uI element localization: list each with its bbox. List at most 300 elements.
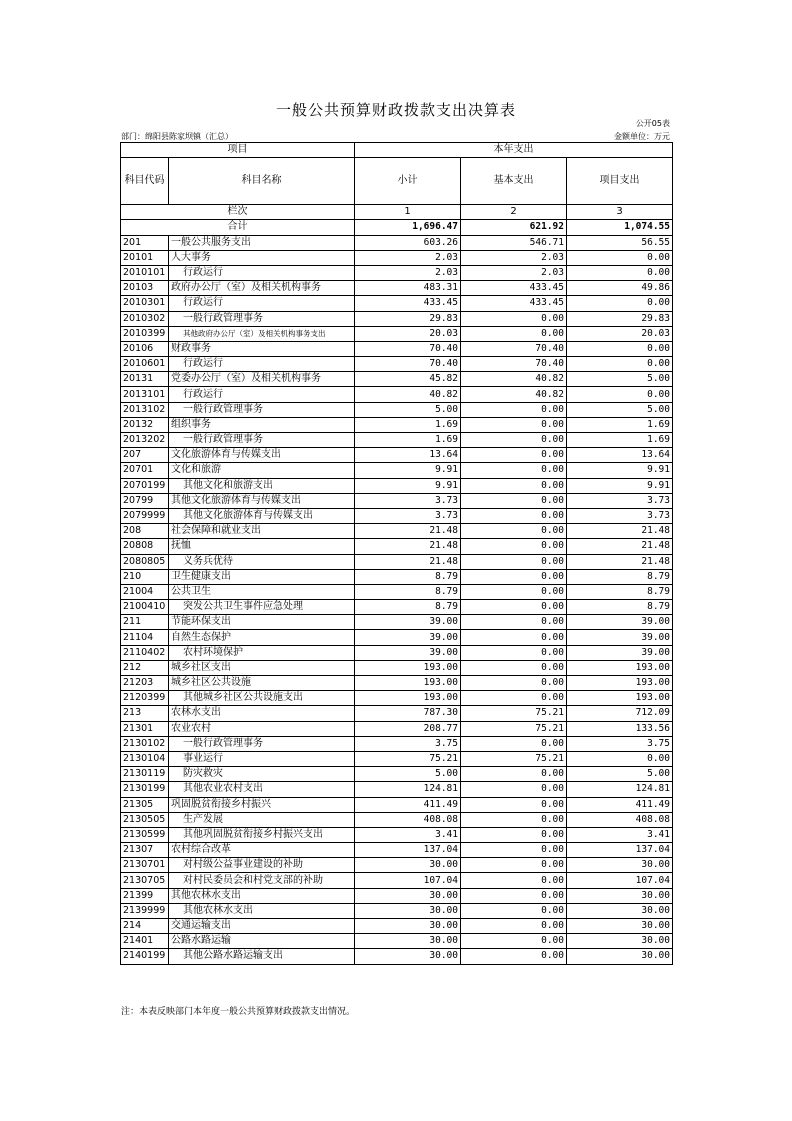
row-name: 农林水支出 — [169, 706, 355, 721]
row-name: 其他文化旅游体育与传媒支出 — [169, 493, 355, 508]
row-code: 214 — [121, 919, 169, 934]
row-project: 30.00 — [567, 888, 673, 903]
row-basic: 0.00 — [461, 417, 567, 432]
table-row — [121, 311, 673, 326]
table-row — [121, 843, 673, 858]
unit-label: 金额单位：万元 — [614, 132, 670, 141]
row-name: 其他巩固脱贫衔接乡村振兴支出 — [169, 827, 355, 842]
row-code: 21399 — [121, 888, 169, 903]
table-row — [121, 615, 673, 630]
row-code: 2130104 — [121, 751, 169, 766]
row-basic: 0.00 — [461, 676, 567, 691]
row-code: 2130199 — [121, 782, 169, 797]
row-code: 2013202 — [121, 433, 169, 448]
row-project: 193.00 — [567, 691, 673, 706]
row-project: 30.00 — [567, 949, 673, 964]
row-subtotal: 39.00 — [355, 645, 461, 660]
table-row — [121, 660, 673, 675]
header-row-top — [121, 143, 673, 158]
row-subtotal: 30.00 — [355, 949, 461, 964]
row-subtotal: 29.83 — [355, 311, 461, 326]
row-basic: 0.00 — [461, 600, 567, 615]
row-project: 0.00 — [567, 265, 673, 280]
row-code: 21203 — [121, 676, 169, 691]
row-subtotal: 9.91 — [355, 478, 461, 493]
table-row — [121, 645, 673, 660]
row-name: 抚恤 — [169, 539, 355, 554]
row-code: 213 — [121, 706, 169, 721]
row-code: 2130102 — [121, 736, 169, 751]
row-code: 2120399 — [121, 691, 169, 706]
row-code: 2130599 — [121, 827, 169, 842]
row-basic: 0.00 — [461, 782, 567, 797]
row-subtotal: 411.49 — [355, 797, 461, 812]
header-project: 项目 — [121, 143, 355, 158]
row-project: 56.55 — [567, 235, 673, 250]
table-row — [121, 751, 673, 766]
row-basic: 2.03 — [461, 250, 567, 265]
row-code: 212 — [121, 660, 169, 675]
row-project: 39.00 — [567, 645, 673, 660]
row-project: 0.00 — [567, 387, 673, 402]
form-number: 公开05表 — [635, 119, 670, 128]
row-subtotal: 787.30 — [355, 706, 461, 721]
table-row — [121, 402, 673, 417]
table-row — [121, 250, 673, 265]
table-row — [121, 600, 673, 615]
row-name: 其他政府办公厅（室）及相关机构事务支出 — [169, 326, 355, 341]
row-code: 2010301 — [121, 296, 169, 311]
row-code: 2013101 — [121, 387, 169, 402]
row-name: 卫生健康支出 — [169, 569, 355, 584]
row-name: 财政事务 — [169, 341, 355, 356]
row-code: 210 — [121, 569, 169, 584]
row-subtotal: 3.73 — [355, 508, 461, 523]
row-subtotal: 193.00 — [355, 660, 461, 675]
table-row — [121, 706, 673, 721]
row-subtotal: 8.79 — [355, 569, 461, 584]
row-basic: 0.00 — [461, 934, 567, 949]
row-code: 20106 — [121, 341, 169, 356]
row-code: 20101 — [121, 250, 169, 265]
row-basic: 0.00 — [461, 630, 567, 645]
table-row — [121, 281, 673, 296]
row-project: 124.81 — [567, 782, 673, 797]
row-code: 21301 — [121, 721, 169, 736]
table-row — [121, 569, 673, 584]
row-project: 39.00 — [567, 630, 673, 645]
table-row — [121, 417, 673, 432]
row-subtotal: 21.48 — [355, 524, 461, 539]
table-row — [121, 888, 673, 903]
row-basic: 0.00 — [461, 584, 567, 599]
row-project: 30.00 — [567, 858, 673, 873]
table-row — [121, 827, 673, 842]
row-code: 201 — [121, 235, 169, 250]
expenditure-table — [120, 142, 673, 965]
row-name: 巩固脱贫衔接乡村振兴 — [169, 797, 355, 812]
row-code: 21104 — [121, 630, 169, 645]
row-name: 农村综合改革 — [169, 843, 355, 858]
table-row — [121, 539, 673, 554]
row-project: 8.79 — [567, 600, 673, 615]
row-name: 文化旅游体育与传媒支出 — [169, 448, 355, 463]
row-basic: 0.00 — [461, 402, 567, 417]
row-subtotal: 70.40 — [355, 357, 461, 372]
row-name: 事业运行 — [169, 751, 355, 766]
row-subtotal: 13.64 — [355, 448, 461, 463]
row-name: 行政运行 — [169, 387, 355, 402]
row-subtotal: 603.26 — [355, 235, 461, 250]
row-code: 2070199 — [121, 478, 169, 493]
table-row — [121, 357, 673, 372]
row-name: 对村民委员会和村党支部的补助 — [169, 873, 355, 888]
table-row — [121, 463, 673, 478]
row-code: 211 — [121, 615, 169, 630]
row-project: 49.86 — [567, 281, 673, 296]
row-project: 8.79 — [567, 569, 673, 584]
row-project: 30.00 — [567, 919, 673, 934]
header-row-columns — [121, 158, 673, 205]
row-name: 其他农林水支出 — [169, 888, 355, 903]
table-row — [121, 919, 673, 934]
row-name: 城乡社区支出 — [169, 660, 355, 675]
row-subtotal: 20.03 — [355, 326, 461, 341]
row-code: 2010601 — [121, 357, 169, 372]
row-subtotal: 8.79 — [355, 584, 461, 599]
total-row — [121, 220, 673, 235]
row-subtotal: 30.00 — [355, 919, 461, 934]
column-index-row — [121, 205, 673, 220]
table-row — [121, 934, 673, 949]
header-year-expenditure: 本年支出 — [355, 143, 673, 158]
row-project: 5.00 — [567, 372, 673, 387]
row-code: 20103 — [121, 281, 169, 296]
table-row — [121, 949, 673, 964]
table-row — [121, 858, 673, 873]
row-code: 2139999 — [121, 903, 169, 918]
row-subtotal: 40.82 — [355, 387, 461, 402]
table-row — [121, 372, 673, 387]
row-name: 农村环境保护 — [169, 645, 355, 660]
table-row — [121, 721, 673, 736]
row-basic: 0.00 — [461, 858, 567, 873]
table-row — [121, 296, 673, 311]
department-label: 部门：绵阳县陈家坝镇（汇总） — [121, 132, 233, 141]
row-name: 突发公共卫生事件应急处理 — [169, 600, 355, 615]
row-code: 20132 — [121, 417, 169, 432]
row-project: 1.69 — [567, 417, 673, 432]
row-subtotal: 124.81 — [355, 782, 461, 797]
row-name: 义务兵优待 — [169, 554, 355, 569]
row-project: 21.48 — [567, 524, 673, 539]
row-basic: 75.21 — [461, 721, 567, 736]
table-row — [121, 584, 673, 599]
row-name: 党委办公厅（室）及相关机构事务 — [169, 372, 355, 387]
row-name: 防灾救灾 — [169, 767, 355, 782]
table-row — [121, 326, 673, 341]
row-code: 2080805 — [121, 554, 169, 569]
row-subtotal: 30.00 — [355, 888, 461, 903]
row-basic: 0.00 — [461, 949, 567, 964]
row-basic: 75.21 — [461, 706, 567, 721]
row-project: 9.91 — [567, 478, 673, 493]
row-name: 一般公共服务支出 — [169, 235, 355, 250]
row-name: 行政运行 — [169, 265, 355, 280]
header-name: 科目名称 — [169, 158, 355, 205]
row-code: 2013102 — [121, 402, 169, 417]
row-basic: 0.00 — [461, 569, 567, 584]
row-basic: 0.00 — [461, 873, 567, 888]
row-name: 农业农村 — [169, 721, 355, 736]
row-project: 1.69 — [567, 433, 673, 448]
table-row — [121, 554, 673, 569]
row-name: 其他城乡社区公共设施支出 — [169, 691, 355, 706]
row-name: 节能环保支出 — [169, 615, 355, 630]
header-basic: 基本支出 — [461, 158, 567, 205]
row-subtotal: 21.48 — [355, 554, 461, 569]
row-name: 对村级公益事业建设的补助 — [169, 858, 355, 873]
row-basic: 0.00 — [461, 615, 567, 630]
table-row — [121, 508, 673, 523]
row-project: 3.75 — [567, 736, 673, 751]
row-name: 公共卫生 — [169, 584, 355, 599]
row-project: 0.00 — [567, 296, 673, 311]
row-code: 20808 — [121, 539, 169, 554]
row-basic: 0.00 — [461, 827, 567, 842]
row-code: 208 — [121, 524, 169, 539]
header-project-expenditure: 项目支出 — [567, 158, 673, 205]
table-row — [121, 341, 673, 356]
row-project: 30.00 — [567, 903, 673, 918]
row-subtotal: 45.82 — [355, 372, 461, 387]
column-index-label: 栏次 — [121, 205, 355, 220]
row-subtotal: 5.00 — [355, 402, 461, 417]
row-project: 21.48 — [567, 539, 673, 554]
row-basic: 0.00 — [461, 812, 567, 827]
row-basic: 75.21 — [461, 751, 567, 766]
row-subtotal: 9.91 — [355, 463, 461, 478]
row-subtotal: 3.41 — [355, 827, 461, 842]
row-subtotal: 137.04 — [355, 843, 461, 858]
row-code: 2130119 — [121, 767, 169, 782]
row-project: 29.83 — [567, 311, 673, 326]
row-code: 2140199 — [121, 949, 169, 964]
table-row — [121, 630, 673, 645]
row-subtotal: 30.00 — [355, 858, 461, 873]
row-subtotal: 193.00 — [355, 676, 461, 691]
table-row — [121, 873, 673, 888]
row-name: 公路水路运输 — [169, 934, 355, 949]
row-basic: 0.00 — [461, 903, 567, 918]
row-code: 21305 — [121, 797, 169, 812]
row-basic: 40.82 — [461, 372, 567, 387]
table-row — [121, 676, 673, 691]
row-code: 20131 — [121, 372, 169, 387]
row-project: 133.56 — [567, 721, 673, 736]
table-row — [121, 448, 673, 463]
row-subtotal: 8.79 — [355, 600, 461, 615]
table-row — [121, 691, 673, 706]
row-code: 2130505 — [121, 812, 169, 827]
total-basic: 621.92 — [461, 220, 567, 235]
row-project: 0.00 — [567, 357, 673, 372]
row-name: 一般行政管理事务 — [169, 736, 355, 751]
row-subtotal: 208.77 — [355, 721, 461, 736]
row-basic: 0.00 — [461, 433, 567, 448]
row-subtotal: 30.00 — [355, 903, 461, 918]
row-subtotal: 2.03 — [355, 250, 461, 265]
row-basic: 546.71 — [461, 235, 567, 250]
row-project: 107.04 — [567, 873, 673, 888]
column-index-2: 2 — [461, 205, 567, 220]
header-subtotal: 小计 — [355, 158, 461, 205]
row-project: 3.73 — [567, 493, 673, 508]
row-subtotal: 3.73 — [355, 493, 461, 508]
row-name: 人大事务 — [169, 250, 355, 265]
row-subtotal: 2.03 — [355, 265, 461, 280]
row-basic: 0.00 — [461, 645, 567, 660]
row-project: 13.64 — [567, 448, 673, 463]
total-project: 1,074.55 — [567, 220, 673, 235]
row-code: 21401 — [121, 934, 169, 949]
table-row — [121, 782, 673, 797]
table-row — [121, 767, 673, 782]
row-project: 0.00 — [567, 751, 673, 766]
row-project: 20.03 — [567, 326, 673, 341]
total-subtotal: 1,696.47 — [355, 220, 461, 235]
row-code: 21307 — [121, 843, 169, 858]
row-basic: 433.45 — [461, 296, 567, 311]
row-basic: 0.00 — [461, 478, 567, 493]
row-basic: 0.00 — [461, 524, 567, 539]
row-code: 2110402 — [121, 645, 169, 660]
table-row — [121, 387, 673, 402]
row-subtotal: 408.08 — [355, 812, 461, 827]
row-basic: 0.00 — [461, 554, 567, 569]
row-name: 政府办公厅（室）及相关机构事务 — [169, 281, 355, 296]
row-basic: 0.00 — [461, 448, 567, 463]
row-basic: 0.00 — [461, 691, 567, 706]
row-basic: 0.00 — [461, 539, 567, 554]
row-name: 其他文化和旅游支出 — [169, 478, 355, 493]
row-project: 3.41 — [567, 827, 673, 842]
row-code: 2010101 — [121, 265, 169, 280]
row-project: 712.09 — [567, 706, 673, 721]
table-row — [121, 265, 673, 280]
row-name: 其他文化旅游体育与传媒支出 — [169, 508, 355, 523]
row-basic: 70.40 — [461, 341, 567, 356]
row-subtotal: 483.31 — [355, 281, 461, 296]
row-project: 21.48 — [567, 554, 673, 569]
table-row — [121, 903, 673, 918]
row-name: 其他公路水路运输支出 — [169, 949, 355, 964]
row-project: 193.00 — [567, 676, 673, 691]
row-subtotal: 30.00 — [355, 934, 461, 949]
row-subtotal: 1.69 — [355, 417, 461, 432]
column-index-3: 3 — [567, 205, 673, 220]
row-code: 2010302 — [121, 311, 169, 326]
row-code: 2010399 — [121, 326, 169, 341]
row-basic: 0.00 — [461, 493, 567, 508]
row-name: 组织事务 — [169, 417, 355, 432]
row-project: 8.79 — [567, 584, 673, 599]
row-subtotal: 70.40 — [355, 341, 461, 356]
row-basic: 0.00 — [461, 326, 567, 341]
table-row — [121, 812, 673, 827]
row-name: 自然生态保护 — [169, 630, 355, 645]
row-subtotal: 21.48 — [355, 539, 461, 554]
row-subtotal: 1.69 — [355, 433, 461, 448]
row-code: 2079999 — [121, 508, 169, 523]
row-name: 一般行政管理事务 — [169, 433, 355, 448]
table-row — [121, 493, 673, 508]
row-project: 30.00 — [567, 934, 673, 949]
row-project: 5.00 — [567, 767, 673, 782]
row-name: 其他农业农村支出 — [169, 782, 355, 797]
row-basic: 0.00 — [461, 888, 567, 903]
column-index-1: 1 — [355, 205, 461, 220]
row-project: 408.08 — [567, 812, 673, 827]
row-basic: 0.00 — [461, 797, 567, 812]
table-row — [121, 797, 673, 812]
row-basic: 70.40 — [461, 357, 567, 372]
row-basic: 0.00 — [461, 463, 567, 478]
row-code: 207 — [121, 448, 169, 463]
row-code: 20701 — [121, 463, 169, 478]
table-row — [121, 433, 673, 448]
row-subtotal: 75.21 — [355, 751, 461, 766]
row-basic: 0.00 — [461, 919, 567, 934]
row-basic: 0.00 — [461, 736, 567, 751]
row-basic: 0.00 — [461, 767, 567, 782]
row-project: 3.73 — [567, 508, 673, 523]
table-row — [121, 478, 673, 493]
row-basic: 0.00 — [461, 508, 567, 523]
row-subtotal: 193.00 — [355, 691, 461, 706]
row-project: 0.00 — [567, 250, 673, 265]
row-subtotal: 39.00 — [355, 615, 461, 630]
table-row — [121, 736, 673, 751]
row-project: 9.91 — [567, 463, 673, 478]
row-subtotal: 107.04 — [355, 873, 461, 888]
row-code: 21004 — [121, 584, 169, 599]
row-project: 193.00 — [567, 660, 673, 675]
row-code: 2100410 — [121, 600, 169, 615]
total-label: 合计 — [121, 220, 355, 235]
table-row — [121, 524, 673, 539]
row-basic: 2.03 — [461, 265, 567, 280]
row-name: 城乡社区公共设施 — [169, 676, 355, 691]
row-project: 411.49 — [567, 797, 673, 812]
header-code: 科目代码 — [121, 158, 169, 205]
row-project: 5.00 — [567, 402, 673, 417]
row-basic: 0.00 — [461, 311, 567, 326]
table-row — [121, 235, 673, 250]
row-subtotal: 3.75 — [355, 736, 461, 751]
row-project: 0.00 — [567, 341, 673, 356]
row-name: 文化和旅游 — [169, 463, 355, 478]
row-name: 行政运行 — [169, 357, 355, 372]
row-name: 一般行政管理事务 — [169, 311, 355, 326]
row-basic: 0.00 — [461, 843, 567, 858]
page-title: 一般公共预算财政拨款支出决算表 — [275, 101, 516, 119]
row-project: 39.00 — [567, 615, 673, 630]
row-subtotal: 39.00 — [355, 630, 461, 645]
row-subtotal: 433.45 — [355, 296, 461, 311]
row-basic: 0.00 — [461, 660, 567, 675]
row-name: 一般行政管理事务 — [169, 402, 355, 417]
